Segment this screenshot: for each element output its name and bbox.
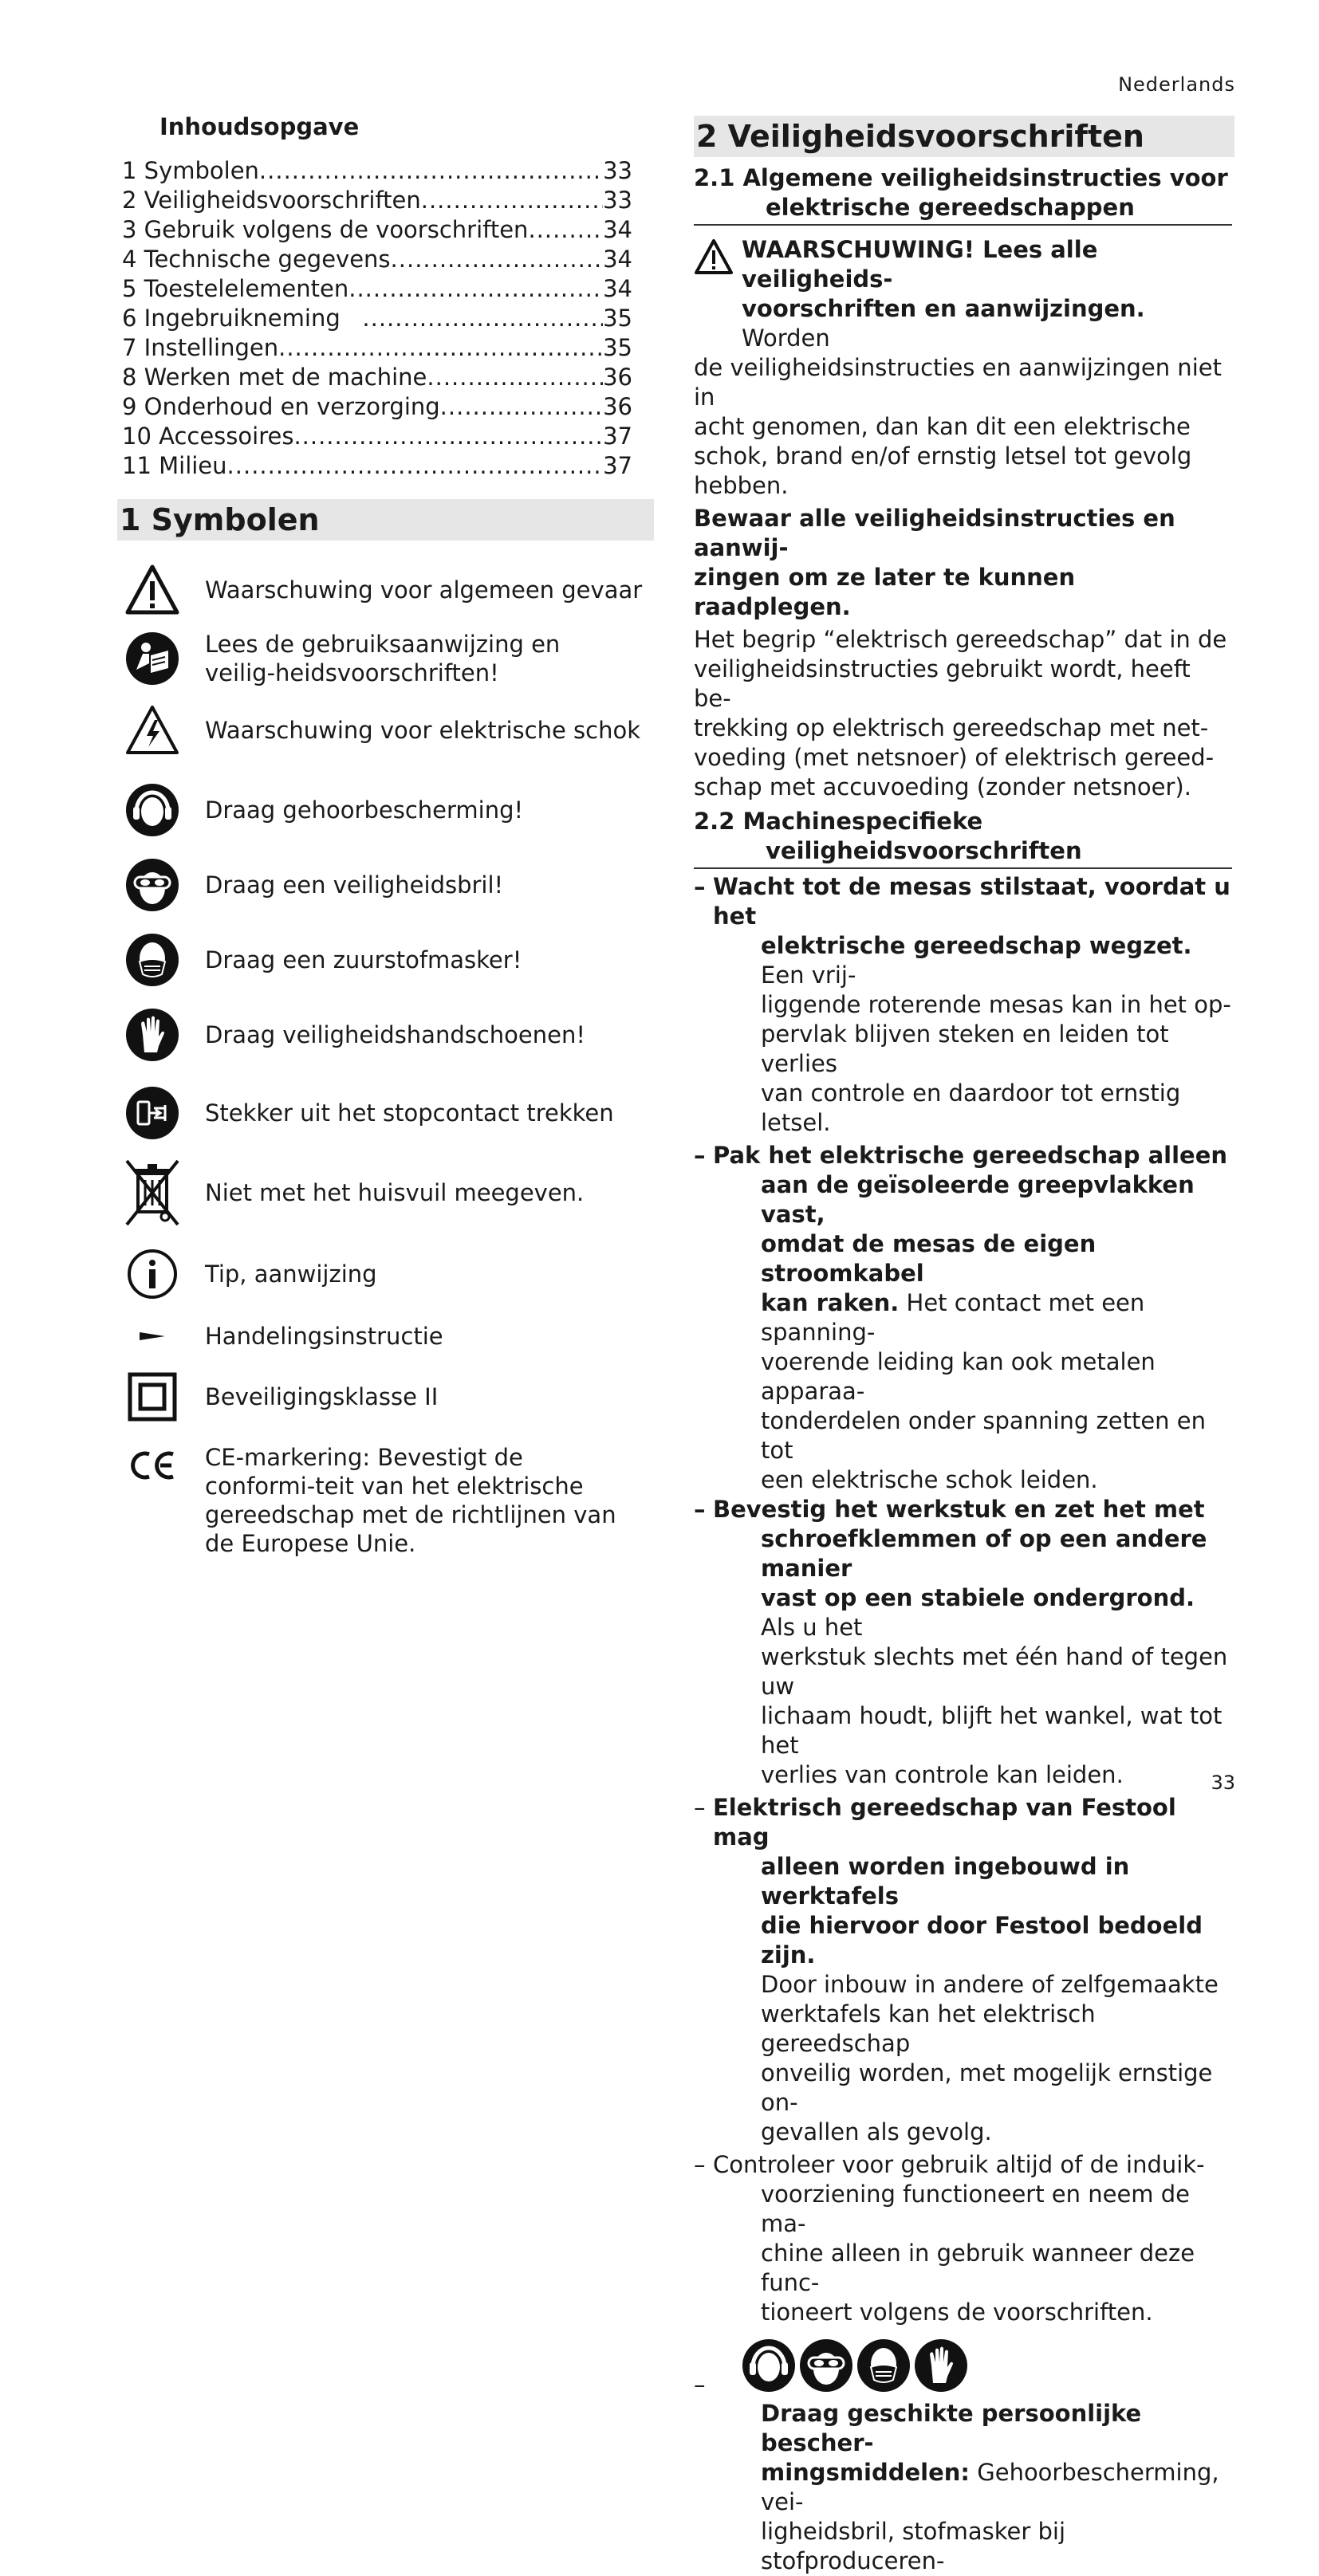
- symbol-row: Beveiligingsklasse II: [124, 1368, 658, 1426]
- symbol-row: Waarschuwing voor elektrische schok: [124, 702, 658, 759]
- info-icon: [124, 1245, 181, 1303]
- unplug-icon: [124, 1084, 181, 1142]
- electric-shock-warning-icon: [124, 702, 181, 759]
- toc-entry[interactable]: 8 Werken met de machine ..... 36: [122, 363, 632, 392]
- safety-goggles-icon: [124, 856, 181, 914]
- symbol-row: Tip, aanwijzing: [124, 1245, 658, 1303]
- toc-entry[interactable]: 6 Ingebruikneming ..... 35: [122, 304, 632, 333]
- toc-entry[interactable]: 1 Symbolen ..... 33: [122, 156, 632, 186]
- warning-block: WAARSCHUWING! Lees alle veiligheids- voorschriften en aanwijzingen. Worden: [694, 235, 1232, 353]
- toc-entry[interactable]: 9 Onderhoud en verzorging ..... 36: [122, 392, 632, 422]
- safety-heading: 2 Veiligheidsvoorschriften: [694, 116, 1234, 157]
- symbol-row: Draag een zuurstofmasker!: [124, 931, 658, 989]
- safety-bullet: – Pak het elektrische gereedschap alleen aan de geïsoleerde greepvlakken vast, omdat de mesas de eigen stroomkabel kan raken. Het contact met een spanning- voerende leiding kan ook metalen apparaa- tonderdelen onder spanning zetten en tot een elektrische schok leiden.: [694, 1142, 1228, 1493]
- warning-text: de veiligheidsinstructies en aanwijzingen niet in acht genomen, dan kan dit een elektrische schok, brand en/of ernstig letsel tot gevolg hebben.: [694, 354, 1222, 499]
- table-of-contents: [122, 156, 632, 481]
- toc-title: Inhoudsopgave: [159, 113, 360, 140]
- safety-gloves-icon: [914, 2338, 968, 2393]
- safety-bullet: – Bevestig het werkstuk en zet het met schroefklemmen of op een andere manier vast op een stabiele ondergrond. Als u het werkstuk slechts met één hand of tegen uw lichaam houdt, blijft het wankel, wat tot het verlies van controle kan leiden.: [694, 1496, 1228, 1788]
- warning-triangle-icon: [694, 235, 742, 353]
- symbol-row: Draag een veiligheidsbril!: [124, 856, 658, 914]
- ce-mark-icon: [124, 1443, 181, 1488]
- symbol-row: Lees de gebruiksaanwijzing en veilig-heidsvoorschriften!: [124, 630, 658, 687]
- toc-entry[interactable]: 11 Milieu ..... 37: [122, 451, 632, 481]
- safety-bullet: – Elektrisch gereedschap van Festool mag alleen worden ingebouwd in werktafels die hiervoor door Festool bedoeld zijn. Door inbouw in andere of zelfgemaakte werktafels kan het elektrisch gereedschap onveilig worden, met mogelijk ernstige on- gevallen als gevolg.: [694, 1794, 1219, 2145]
- symbol-row: Waarschuwing voor algemeen gevaar: [124, 561, 658, 619]
- page-number: 33: [1211, 1772, 1235, 1794]
- symbol-row: Draag veiligheidshandschoenen!: [124, 1006, 658, 1064]
- toc-entry[interactable]: 7 Instellingen ..... 35: [122, 333, 632, 363]
- toc-entry[interactable]: 5 Toestelelementen ..... 34: [122, 274, 632, 304]
- ppe-bullet: – Draag geschikte persoonlijke bescher- mingsmiddelen: Gehoorbescherming, vei- ligheidsbril, stofmasker bij stofproduceren-: [694, 2338, 1232, 2576]
- dust-mask-icon: [124, 931, 181, 989]
- safety-goggles-icon: [799, 2338, 853, 2393]
- ear-protection-icon: [742, 2338, 796, 2393]
- language-label: Nederlands: [1118, 73, 1235, 96]
- ppe-icons: [742, 2338, 1232, 2393]
- safety-bullet: – Wacht tot de mesas stilstaat, voordat u het elektrische gereedschap wegzet. Een vrij- liggende roterende mesas kan in het op- pervlak blijven steken en leiden tot verlies van controle en daardoor tot ernstig letsel.: [694, 873, 1231, 1136]
- toc-entry[interactable]: 10 Accessoires ..... 37: [122, 422, 632, 451]
- symbol-row: Draag gehoorbescherming!: [124, 781, 658, 839]
- symbol-row: CE-markering: Bevestigt de conformi-teit van het elektrische gereedschap met de richtlijnen van de Europese Unie.: [124, 1443, 658, 1558]
- safety-content: [694, 163, 1232, 2576]
- crossed-bin-icon: [124, 1164, 181, 1221]
- dust-mask-icon: [856, 2338, 911, 2393]
- safety-bullet: – Controleer voor gebruik altijd of de induik- voorziening functioneert en neem de ma- chine alleen in gebruik wanneer deze func- tioneert volgens de voorschriften.: [694, 2151, 1205, 2326]
- warning-triangle-icon: [124, 561, 181, 619]
- protection-class-ii-icon: [124, 1368, 181, 1426]
- symbols-heading: 1 Symbolen: [117, 499, 654, 541]
- toc-entry[interactable]: 3 Gebruik volgens de voorschriften ..... 34: [122, 215, 632, 245]
- subheading-general-safety: 2.1 Algemene veiligheidsinstructies voor elektrische gereedschappen: [694, 163, 1232, 226]
- term-definition-text: Het begrip “elektrisch gereedschap” dat in de veiligheidsinstructies gebruikt wordt, heeft be- trekking op elektrisch gereedschap met net- voeding (met netsnoer) of elektrisch gereed- schap met accuvoeding (zonder netsnoer).: [694, 626, 1227, 800]
- instruction-arrow-icon: [124, 1308, 181, 1365]
- toc-entry[interactable]: 2 Veiligheidsvoorschriften ..... 33: [122, 186, 632, 215]
- subheading-machine-specific: 2.2 Machinespecifieke veiligheidsvoorschriften: [694, 807, 1232, 869]
- read-manual-icon: [124, 630, 181, 687]
- ear-protection-icon: [124, 781, 181, 839]
- symbol-row: Stekker uit het stopcontact trekken: [124, 1084, 658, 1142]
- symbol-row: Niet met het huisvuil meegeven.: [124, 1164, 658, 1221]
- toc-entry[interactable]: 4 Technische gegevens ..... 34: [122, 245, 632, 274]
- safety-gloves-icon: [124, 1006, 181, 1064]
- keep-instructions-text: Bewaar alle veiligheidsinstructies en aanwij- zingen om ze later te kunnen raadplegen.: [694, 505, 1175, 620]
- symbol-row: Handelingsinstructie: [124, 1308, 658, 1365]
